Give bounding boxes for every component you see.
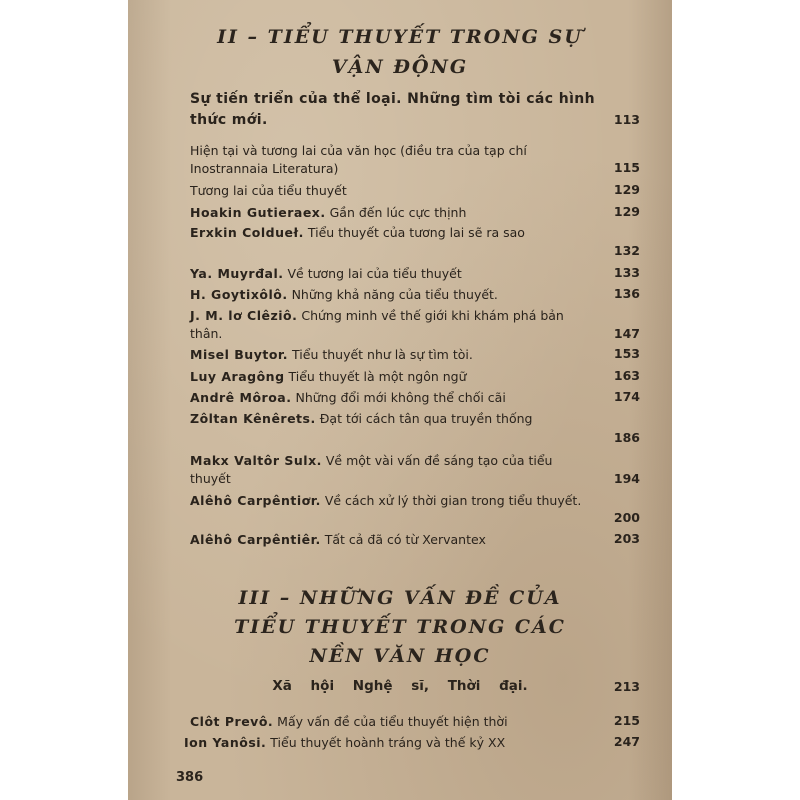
toc-entry-title: Tiểu thuyết là một ngôn ngữ	[288, 369, 467, 384]
toc-entry	[190, 452, 592, 487]
toc-entry-page: 200	[613, 510, 640, 525]
book-page	[128, 0, 672, 800]
toc-entry-title: Gần đến lúc cực thịnh	[329, 205, 467, 220]
toc-entry-page: 215	[613, 713, 640, 728]
section-2-subhead-page: 113	[613, 112, 640, 127]
toc-entry-title: Những đổi mới không thể chối cãi	[295, 390, 506, 405]
toc-entry	[190, 286, 592, 304]
toc-entry	[190, 224, 592, 242]
toc-entry-title: Về tương lai của tiểu thuyết	[287, 266, 462, 281]
toc-entry-author: Makx Valtôr Sulx.	[190, 453, 322, 468]
toc-entry	[190, 389, 592, 407]
toc-entry	[190, 531, 592, 549]
toc-entry-page: 147	[613, 326, 640, 341]
toc-entry-title: Tiểu thuyết của tương lai sẽ ra sao	[307, 225, 525, 240]
toc-entry	[190, 492, 592, 510]
toc-entry-author: Misel Buytor.	[190, 347, 289, 362]
toc-entry	[190, 307, 592, 342]
toc-entry-author: H. Goytixôlô.	[190, 287, 288, 302]
toc-entry-author: Luy Aragông	[190, 369, 285, 384]
toc-entry-title: Về một vài vấn đề sáng tạo của tiểu thuyết	[190, 453, 553, 486]
toc-entry	[190, 204, 592, 222]
toc-entry-title: Mấy vấn đề của tiểu thuyết hiện thời	[277, 714, 508, 729]
toc-entry	[190, 182, 592, 200]
toc-entry-title: Những khả năng của tiểu thuyết.	[291, 287, 498, 302]
toc-entry-page: 136	[613, 286, 640, 301]
section-3-title-line-1: III – NHỮNG VẤN ĐỀ CỦA	[238, 587, 562, 609]
toc-entry	[184, 734, 586, 752]
toc-entry-page: 153	[613, 346, 640, 361]
toc-entry-title: Tất cả đã có từ Xervantex	[324, 532, 486, 547]
toc-entry-page: 247	[613, 734, 640, 749]
toc-entry-page: 129	[613, 204, 640, 219]
toc-entry-title: Tiểu thuyết hoành tráng và thế kỷ XX	[270, 735, 506, 750]
toc-entry-title: Hiện tại và tương lai của văn học (điều tra của tạp chí Inostrannaia Literatura)	[190, 143, 527, 176]
toc-entry-page: 203	[613, 531, 640, 546]
section-3-subhead-page: 213	[613, 679, 640, 694]
toc-entry-author: J. M. lơ Clêziô.	[190, 308, 298, 323]
toc-entry-author: Erxkin Coldueł.	[190, 225, 304, 240]
page-number: 386	[176, 770, 204, 785]
section-3-title-line-3: NỀN VĂN HỌC	[309, 645, 491, 667]
toc-entry-page: 133	[613, 265, 640, 280]
section-2-title-line-1: II – TIỂU THUYẾT TRONG SỰ	[217, 26, 583, 48]
toc-entry-author: Zôltan Kênêrets.	[190, 411, 316, 426]
toc-entry	[190, 265, 592, 283]
toc-entry-page: 163	[613, 368, 640, 383]
section-2-subhead: Sự tiến triển của thể loại. Những tìm tòi các hình thức mới.	[190, 91, 596, 128]
toc-entry-page: 115	[613, 160, 640, 175]
toc-entry-page: 194	[613, 471, 640, 486]
toc-entry-author: Hoakin Gutieraex.	[190, 205, 326, 220]
toc-entry-title: Tiểu thuyết như là sự tìm tòi.	[292, 347, 473, 362]
toc-entry-page: 132	[613, 243, 640, 258]
toc-entry-author: Alêhô Carpêntiêr.	[190, 532, 321, 547]
toc-entry-page: 186	[613, 430, 640, 445]
toc-entry-title: Đạt tới cách tân qua truyền thống	[319, 411, 533, 426]
section-2-title-line-2: VẬN ĐỘNG	[331, 56, 469, 78]
toc-entry-page: 129	[613, 182, 640, 197]
toc-entry-title: Về cách xử lý thời gian trong tiểu thuyết.	[324, 493, 582, 508]
toc-entry	[190, 346, 592, 364]
toc-entry-page: 174	[613, 389, 640, 404]
toc-entry-author: Clôt Prevô.	[190, 714, 274, 729]
toc-entry-author: Ion Yanôsi.	[184, 735, 267, 750]
toc-entry	[190, 368, 592, 386]
toc-entry	[190, 713, 592, 731]
section-3-subhead: Xã hội Nghệ sĩ, Thời đại.	[272, 678, 528, 694]
toc-entry	[190, 410, 592, 428]
toc-entry-author: Andrê Môroa.	[190, 390, 292, 405]
toc-entry-title: Chứng minh về thế giới khi khám phá bản thân.	[190, 308, 564, 341]
toc-entry-author: Alêhô Carpêntiơr.	[190, 493, 321, 508]
section-3-title-line-2: TIỂU THUYẾT TRONG CÁC	[234, 616, 566, 638]
toc-entry-author: Ya. Muyrđal.	[190, 266, 284, 281]
toc-entry	[190, 142, 592, 177]
toc-entry-title: Tương lai của tiểu thuyết	[190, 183, 347, 198]
